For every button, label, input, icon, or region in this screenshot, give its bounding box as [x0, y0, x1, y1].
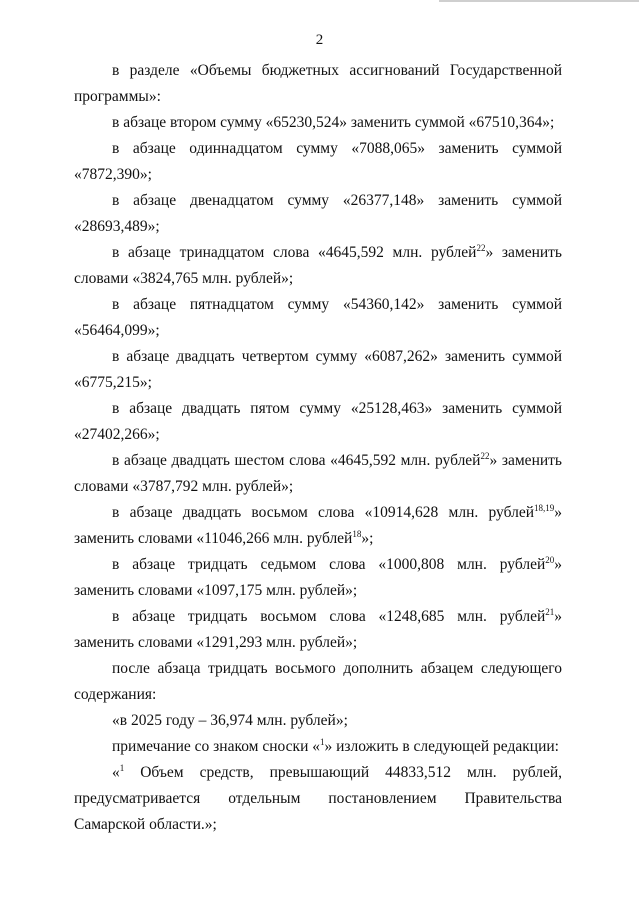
page-number: 2	[315, 32, 324, 48]
scan-artifact-line	[439, 0, 639, 2]
paragraph-text: » изложить в следующей редакции:	[324, 738, 559, 755]
footnote-ref: 18	[352, 528, 362, 539]
paragraph-item	[74, 110, 562, 136]
paragraph-item	[74, 396, 562, 448]
paragraph-text: после абзаца тридцать восьмого дополнить абзацем следующего содержания:	[74, 660, 562, 703]
footnote-ref: 1	[119, 762, 125, 773]
paragraph-text: в абзаце двадцать шестом слова «4645,592 млн. рублей	[112, 452, 481, 469]
paragraph-text: в абзаце тринадцатом слова «4645,592 млн. рублей	[112, 244, 477, 261]
paragraph-text: «	[112, 764, 120, 781]
paragraph-text: » заменить словами «1097,175 млн. рублей»;	[74, 556, 562, 599]
paragraph-text: в абзаце двадцать восьмом слова «10914,628 млн. рублей	[112, 504, 534, 521]
paragraph-text: в абзаце тридцать седьмом слова «1000,808 млн. рублей	[112, 556, 546, 573]
paragraph-item	[74, 734, 562, 760]
footnote-ref: 18,19	[534, 502, 555, 513]
paragraph-text: в абзаце тридцать восьмом слова «1248,685 млн. рублей	[112, 608, 546, 625]
paragraph-item	[74, 604, 562, 656]
paragraph-item	[74, 188, 562, 240]
paragraph-text: » заменить словами «3824,765 млн. рублей»;	[74, 244, 563, 287]
paragraph-text: «в 2025 году – 36,974 млн. рублей»;	[112, 712, 348, 729]
paragraph-text: в абзаце двенадцатом сумму «26377,148» заменить суммой «28693,489»;	[74, 192, 562, 235]
footnote-ref: 22	[476, 242, 486, 253]
paragraph-text: примечание со знаком сноски «	[112, 738, 320, 755]
paragraph-text: в абзаце двадцать пятом сумму «25128,463» заменить суммой «27402,266»;	[74, 400, 562, 443]
paragraph-text: в абзаце одиннадцатом сумму «7088,065» заменить суммой «7872,390»;	[74, 140, 562, 183]
document-body	[74, 58, 562, 838]
paragraph-item	[74, 500, 562, 552]
paragraph-text: в разделе «Объемы бюджетных ассигнований Государственной программы»:	[74, 62, 562, 105]
paragraph-item	[74, 708, 562, 734]
paragraph-item	[74, 240, 562, 292]
paragraph-item	[74, 344, 562, 396]
paragraph-text: в абзаце двадцать четвертом сумму «6087,262» заменить суммой «6775,215»;	[74, 348, 562, 391]
paragraph-item	[74, 292, 562, 344]
paragraph-text: » заменить словами «1291,293 млн. рублей»;	[74, 608, 562, 651]
paragraph-item	[74, 448, 562, 500]
paragraph-text: в абзаце втором сумму «65230,524» заменить суммой «67510,364»;	[112, 114, 555, 131]
footnote-ref: 20	[545, 554, 555, 565]
footnote-ref: 21	[545, 606, 555, 617]
paragraph-section-header	[74, 58, 562, 110]
paragraph-text: » заменить словами «11046,266 млн. рублей	[74, 504, 562, 547]
paragraph-text: »;	[361, 530, 374, 547]
paragraph-text: Объем средств, превышающий 44833,512 млн. рублей, предусматривается отдельным постановлением Правительства Самарской области.»;	[74, 764, 562, 833]
footnote-ref: 22	[480, 450, 490, 461]
paragraph-item	[74, 552, 562, 604]
paragraph-text: » заменить словами «3787,792 млн. рублей»;	[74, 452, 562, 495]
footnote-ref: 1	[320, 736, 325, 747]
paragraph-item	[74, 136, 562, 188]
paragraph-text: в абзаце пятнадцатом сумму «54360,142» заменить суммой «56464,099»;	[74, 296, 562, 339]
paragraph-item	[74, 760, 562, 838]
paragraph-item	[74, 656, 562, 708]
